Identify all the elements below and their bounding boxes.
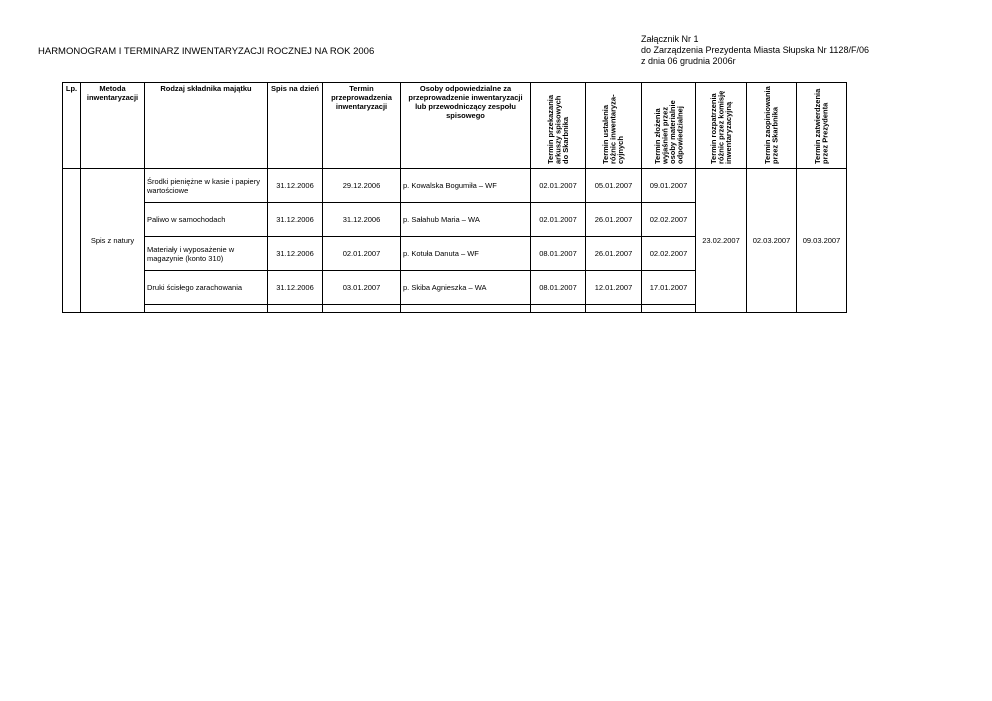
person-cell: p. Sałahub Maria – WA — [401, 203, 531, 237]
spacer-cell — [323, 305, 401, 313]
annex-note — [641, 34, 869, 67]
asset-cell: Paliwo w samochodach — [145, 203, 268, 237]
header-v2-text: Termin ustalenia różnic inwentaryza-cyjnych — [601, 94, 626, 164]
v2-cell: 12.01.2007 — [586, 271, 642, 305]
header-v3 — [642, 83, 696, 169]
method-cell: Spis z natury — [81, 169, 145, 313]
asset-cell: Materiały i wyposażenie w magazynie (konto 310) — [145, 237, 268, 271]
v1-cell: 02.01.2007 — [531, 169, 586, 203]
header-v6 — [797, 83, 847, 169]
spis-cell: 31.12.2006 — [268, 237, 323, 271]
v2-cell: 26.01.2007 — [586, 237, 642, 271]
header-lp: Lp. — [63, 83, 81, 169]
table-row — [63, 169, 847, 203]
merged-v5-cell: 02.03.2007 — [747, 169, 797, 313]
termin-cell: 31.12.2006 — [323, 203, 401, 237]
annex-line-1: Załącznik Nr 1 — [641, 34, 699, 44]
v1-cell: 08.01.2007 — [531, 271, 586, 305]
person-cell: p. Kotuła Danuta – WF — [401, 237, 531, 271]
v3-cell: 02.02.2007 — [642, 203, 696, 237]
termin-cell: 02.01.2007 — [323, 237, 401, 271]
v1-cell: 08.01.2007 — [531, 237, 586, 271]
termin-cell: 29.12.2006 — [323, 169, 401, 203]
spacer-cell — [642, 305, 696, 313]
header-v5-text: Termin zaopiniowania przez Skarbnika — [763, 86, 780, 164]
header-persons: Osoby odpowiedzialne za przeprowadzenie inwentaryzacji lub przewodniczący zespołu spisowego — [401, 83, 531, 169]
document-title: HARMONOGRAM I TERMINARZ INWENTARYZACJI ROCZNEJ NA ROK 2006 — [38, 46, 375, 57]
header-row — [63, 83, 847, 169]
asset-cell: Środki pieniężne w kasie i papiery wartościowe — [145, 169, 268, 203]
v3-cell: 09.01.2007 — [642, 169, 696, 203]
asset-cell: Druki ścisłego zarachowania — [145, 271, 268, 305]
header-v5 — [747, 83, 797, 169]
header-v1 — [531, 83, 586, 169]
spis-cell: 31.12.2006 — [268, 203, 323, 237]
header-v6-text: Termin zatwierdzenia przez Prezydenta — [813, 88, 830, 164]
spis-cell: 31.12.2006 — [268, 271, 323, 305]
person-cell: p. Skiba Agnieszka – WA — [401, 271, 531, 305]
v3-cell: 17.01.2007 — [642, 271, 696, 305]
schedule-table — [62, 82, 847, 313]
spacer-cell — [531, 305, 586, 313]
spacer-cell — [586, 305, 642, 313]
header-method: Metoda inwentaryzacji — [81, 83, 145, 169]
merged-v4-cell: 23.02.2007 — [696, 169, 747, 313]
header-asset: Rodzaj składnika majątku — [145, 83, 268, 169]
termin-cell: 03.01.2007 — [323, 271, 401, 305]
v1-cell: 02.01.2007 — [531, 203, 586, 237]
header-v3-text: Termin złożenia wyjaśnień przez osoby materialnie odpowiedzialnej — [652, 100, 684, 164]
header-v1-text: Termin przekazania arkuszy spisowych do Skarbnika — [545, 94, 570, 164]
spacer-cell — [268, 305, 323, 313]
lp-cell — [63, 169, 81, 313]
v2-cell: 26.01.2007 — [586, 203, 642, 237]
v2-cell: 05.01.2007 — [586, 169, 642, 203]
header-v4 — [696, 83, 747, 169]
spacer-cell — [401, 305, 531, 313]
spacer-cell — [145, 305, 268, 313]
annex-line-2: do Zarządzenia Prezydenta Miasta Słupska Nr 1128/F/06 — [641, 45, 869, 55]
person-cell: p. Kowalska Bogumiła – WF — [401, 169, 531, 203]
spis-cell: 31.12.2006 — [268, 169, 323, 203]
header-spis: Spis na dzień — [268, 83, 323, 169]
annex-line-3: z dnia 06 grudnia 2006r — [641, 56, 736, 66]
v3-cell: 02.02.2007 — [642, 237, 696, 271]
merged-v6-cell: 09.03.2007 — [797, 169, 847, 313]
header-termin: Termin przeprowadzenia inwentaryzacji — [323, 83, 401, 169]
header-v2 — [586, 83, 642, 169]
header-v4-text: Termin rozpatrzenia różnic przez komisję inwentaryzacyjną — [708, 90, 733, 164]
